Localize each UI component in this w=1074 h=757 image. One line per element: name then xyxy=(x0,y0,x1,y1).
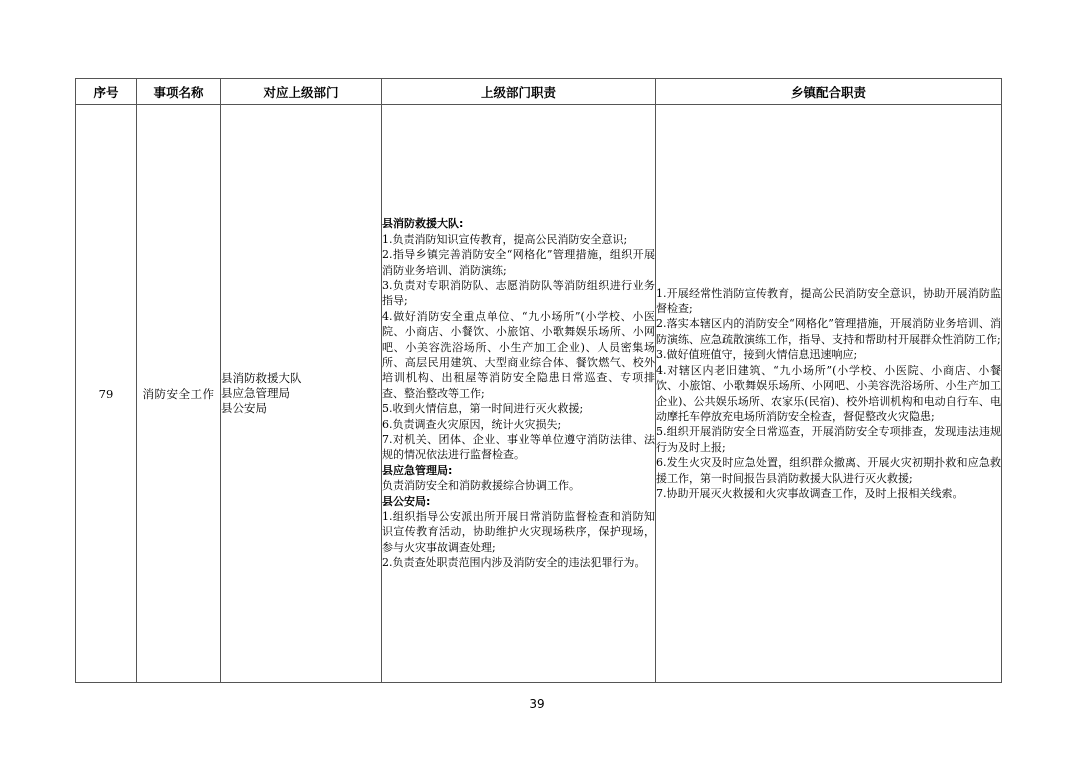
duty-item: 7.协助开展灭火救援和火灾事故调查工作，及时上报相关线索。 xyxy=(656,486,964,500)
header-row xyxy=(76,79,1002,105)
section-title: 县公安局: xyxy=(382,494,431,508)
duty-item: 5.组织开展消防安全日常巡查，开展消防安全专项排查，发现违法违规行为及时上报; xyxy=(656,425,1001,454)
page-number: 39 xyxy=(529,697,545,711)
duty-item: 4.对辖区内老旧建筑、“九小场所”(小学校、小医院、小商店、小餐饮、小旅馆、小歌舞娱乐场所、小网吧、小美容洗浴场所、小生产加工企业)、公共娱乐场所、农家乐(民宿)、校外培训机构和电动自行车、电动摩托车停放充电场所消防安全检查，督促整改火灾隐患; xyxy=(656,363,1001,423)
department-name: 县消防救援大队 xyxy=(221,371,302,385)
header-superior-duties: 上级部门职责 xyxy=(382,79,656,105)
row-number: 79 xyxy=(76,105,137,683)
row-departments xyxy=(221,105,382,683)
duty-item: 7.对机关、团体、企业、事业等单位遵守消防法律、法规的情况依法进行监督检查。 xyxy=(382,433,655,462)
table-row xyxy=(76,105,1002,683)
duty-item: 6.负责调查火灾原因，统计火灾损失; xyxy=(382,417,562,431)
row-item-name: 消防安全工作 xyxy=(137,105,221,683)
duty-item: 2.落实本辖区内的消防安全“网格化”管理措施，开展消防业务培训、消防演练、应急疏散演练工作，指导、支持和帮助村开展群众性消防工作; xyxy=(656,317,1001,346)
duty-item: 3.做好值班值守，接到火情信息迅速响应; xyxy=(656,348,858,362)
section-title: 县应急管理局: xyxy=(382,463,453,477)
duty-item: 3.负责对专职消防队、志愿消防队等消防组织进行业务指导; xyxy=(382,278,655,308)
duty-item: 2.指导乡镇完善消防安全“网格化”管理措施，组织开展消防业务培训、消防演练; xyxy=(382,248,655,277)
duty-item: 1.组织指导公安派出所开展日常消防监督检查和消防知识宣传教育活动，协助维护火灾现场秩序，保护现场，参与火灾事故调查处理; xyxy=(382,510,655,554)
duty-item: 负责消防安全和消防救援综合协调工作。 xyxy=(382,479,580,493)
header-number: 序号 xyxy=(76,79,137,105)
duty-item: 6.发生火灾及时应急处置，组织群众撤离、开展火灾初期扑救和应急救援工作，第一时间报告县消防救援大队进行灭火救援; xyxy=(656,456,1001,485)
department-name: 县应急管理局 xyxy=(221,386,290,400)
header-item-name: 事项名称 xyxy=(137,79,221,105)
row-superior-duties xyxy=(382,105,656,683)
header-superior-dept: 对应上级部门 xyxy=(221,79,382,105)
duty-item: 1.开展经常性消防宣传教育，提高公民消防安全意识，协助开展消防监督检查; xyxy=(656,286,1001,316)
duty-item: 1.负责消防知识宣传教育，提高公民消防安全意识; xyxy=(382,232,628,246)
row-township-duties xyxy=(656,105,1002,683)
header-township-duties: 乡镇配合职责 xyxy=(656,79,1002,105)
section-title: 县消防救援大队: xyxy=(382,217,464,231)
duty-item: 2.负责查处职责范围内涉及消防安全的违法犯罪行为。 xyxy=(382,556,646,570)
department-name: 县公安局 xyxy=(221,401,267,415)
duty-item: 5.收到火情信息，第一时间进行灭火救援; xyxy=(382,402,584,416)
duty-item: 4.做好消防安全重点单位、“九小场所”(小学校、小医院、小商店、小餐饮、小旅馆、小歌舞娱乐场所、小网吧、小美容洗浴场所、小生产加工企业)、人员密集场所、高层民用建筑、大型商业综合体、餐饮燃气、校外培训机构、出租屋等消防安全隐患日常巡查、专项排查、整治整改等工作; xyxy=(382,309,655,400)
duty-table xyxy=(75,78,1002,683)
